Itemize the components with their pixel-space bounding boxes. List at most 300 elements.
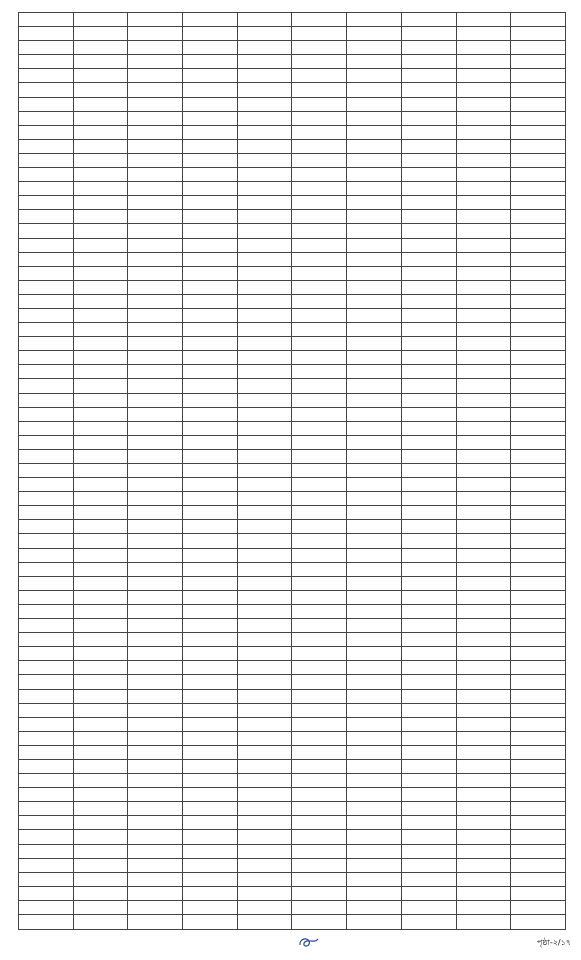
table-cell [237,365,292,379]
table-cell [73,492,128,506]
table-cell [292,492,347,506]
table-cell [128,308,183,322]
table-cell [19,111,74,125]
table-cell [511,125,566,139]
table-cell [73,872,128,886]
table-cell [73,731,128,745]
table-cell [237,379,292,393]
table-cell [347,55,402,69]
table-cell [19,55,74,69]
table-cell [401,731,456,745]
table-cell [511,633,566,647]
table-cell [401,379,456,393]
table-cell [456,83,511,97]
table-cell [292,464,347,478]
table-cell [456,788,511,802]
table-cell [128,717,183,731]
table-cell [73,407,128,421]
table-cell [511,27,566,41]
table-cell [183,196,238,210]
table-row [19,266,566,280]
table-cell [347,365,402,379]
data-table-container [18,12,566,930]
table-cell [401,774,456,788]
table-cell [401,55,456,69]
table-cell [19,69,74,83]
table-cell [183,619,238,633]
table-cell [237,55,292,69]
table-cell [128,13,183,27]
table-cell [401,125,456,139]
table-cell [183,421,238,435]
table-cell [128,633,183,647]
table-cell [456,492,511,506]
table-cell [19,590,74,604]
table-cell [19,506,74,520]
table-cell [73,717,128,731]
table-row [19,153,566,167]
table-cell [237,872,292,886]
table-row [19,294,566,308]
table-cell [401,844,456,858]
table-cell [456,41,511,55]
table-cell [456,393,511,407]
table-cell [73,449,128,463]
table-cell [401,27,456,41]
table-cell [511,886,566,900]
table-cell [183,830,238,844]
table-cell [292,83,347,97]
table-cell [73,294,128,308]
table-cell [73,69,128,83]
table-cell [73,365,128,379]
table-cell [511,858,566,872]
table-cell [73,816,128,830]
table-cell [128,562,183,576]
table-cell [456,858,511,872]
table-cell [401,365,456,379]
table-cell [19,802,74,816]
table-cell [401,830,456,844]
table-cell [401,111,456,125]
table-cell [456,294,511,308]
table-cell [73,435,128,449]
table-cell [183,562,238,576]
table-cell [347,886,402,900]
table-cell [347,858,402,872]
table-cell [128,393,183,407]
table-row [19,548,566,562]
table-cell [347,619,402,633]
table-cell [128,745,183,759]
table-cell [401,69,456,83]
table-cell [511,774,566,788]
table-cell [19,351,74,365]
table-cell [128,520,183,534]
table-cell [401,294,456,308]
table-cell [401,675,456,689]
table-cell [183,55,238,69]
table-cell [237,266,292,280]
table-cell [183,435,238,449]
table-cell [73,661,128,675]
table-row [19,323,566,337]
table-cell [456,717,511,731]
table-cell [347,548,402,562]
table-cell [347,435,402,449]
table-cell [183,308,238,322]
table-cell [292,280,347,294]
table-cell [456,464,511,478]
table-cell [292,675,347,689]
table-cell [292,139,347,153]
table-cell [456,168,511,182]
table-cell [237,13,292,27]
table-cell [19,97,74,111]
table-cell [237,745,292,759]
table-cell [19,689,74,703]
table-row [19,13,566,27]
table-cell [401,153,456,167]
table-cell [128,97,183,111]
table-cell [19,435,74,449]
table-cell [73,393,128,407]
table-cell [347,252,402,266]
table-cell [401,576,456,590]
table-cell [237,280,292,294]
table-cell [511,506,566,520]
table-cell [237,717,292,731]
table-cell [73,210,128,224]
table-cell [183,675,238,689]
table-cell [456,351,511,365]
table-cell [347,421,402,435]
table-cell [292,351,347,365]
table-row [19,464,566,478]
table-cell [292,393,347,407]
table-cell [128,407,183,421]
table-cell [73,675,128,689]
table-cell [73,745,128,759]
table-cell [73,125,128,139]
table-cell [347,717,402,731]
table-cell [237,633,292,647]
table-cell [401,647,456,661]
table-cell [456,478,511,492]
table-cell [128,506,183,520]
table-cell [511,224,566,238]
table-cell [128,111,183,125]
table-cell [128,55,183,69]
table-row [19,351,566,365]
table-cell [128,604,183,618]
table-cell [183,548,238,562]
table-cell [292,210,347,224]
table-cell [183,337,238,351]
table-cell [183,774,238,788]
table-cell [511,280,566,294]
table-cell [511,576,566,590]
table-cell [456,661,511,675]
table-cell [237,731,292,745]
table-cell [128,266,183,280]
table-cell [237,111,292,125]
table-cell [19,830,74,844]
table-cell [237,168,292,182]
table-cell [511,393,566,407]
table-cell [73,182,128,196]
table-cell [183,407,238,421]
table-cell [456,379,511,393]
table-cell [401,492,456,506]
table-row [19,731,566,745]
table-cell [292,435,347,449]
table-cell [292,407,347,421]
table-cell [511,492,566,506]
table-cell [19,365,74,379]
table-cell [292,69,347,83]
table-row [19,689,566,703]
table-cell [511,139,566,153]
table-cell [511,478,566,492]
table-cell [237,464,292,478]
table-cell [401,41,456,55]
table-cell [183,633,238,647]
table-cell [401,393,456,407]
table-cell [401,689,456,703]
table-cell [347,802,402,816]
table-cell [292,802,347,816]
table-cell [292,97,347,111]
table-cell [128,619,183,633]
table-cell [237,478,292,492]
table-cell [128,548,183,562]
table-cell [183,111,238,125]
table-row [19,576,566,590]
table-cell [511,464,566,478]
table-row [19,196,566,210]
table-cell [511,449,566,463]
table-cell [511,69,566,83]
table-cell [19,520,74,534]
table-cell [73,604,128,618]
table-cell [237,196,292,210]
table-cell [73,689,128,703]
table-cell [237,449,292,463]
table-cell [183,393,238,407]
table-cell [511,294,566,308]
table-cell [456,675,511,689]
table-cell [237,252,292,266]
table-cell [401,280,456,294]
table-cell [511,323,566,337]
table-cell [128,337,183,351]
table-cell [73,323,128,337]
table-cell [19,886,74,900]
table-cell [73,886,128,900]
table-cell [237,421,292,435]
table-cell [19,534,74,548]
table-cell [183,365,238,379]
table-cell [19,421,74,435]
table-cell [292,731,347,745]
table-cell [237,153,292,167]
table-cell [73,647,128,661]
table-cell [511,802,566,816]
table-cell [19,308,74,322]
table-row [19,97,566,111]
table-cell [128,168,183,182]
table-cell [401,520,456,534]
table-cell [511,379,566,393]
table-cell [19,238,74,252]
table-cell [401,238,456,252]
table-cell [237,661,292,675]
table-cell [73,196,128,210]
table-cell [73,97,128,111]
table-cell [19,407,74,421]
table-cell [401,464,456,478]
table-cell [456,266,511,280]
table-cell [292,858,347,872]
table-cell [347,915,402,930]
table-cell [73,576,128,590]
table-cell [292,703,347,717]
table-cell [347,210,402,224]
table-cell [73,858,128,872]
table-cell [19,745,74,759]
table-cell [347,872,402,886]
table-cell [19,633,74,647]
table-cell [237,182,292,196]
table-cell [128,759,183,773]
page-number: পৃষ্ঠা-২/১৭ [536,938,571,947]
table-cell [347,647,402,661]
table-cell [347,407,402,421]
table-cell [73,13,128,27]
table-cell [237,492,292,506]
table-row [19,816,566,830]
table-cell [19,604,74,618]
table-cell [511,619,566,633]
table-cell [183,224,238,238]
table-cell [73,534,128,548]
table-cell [237,435,292,449]
table-cell [19,816,74,830]
table-cell [292,224,347,238]
table-cell [73,111,128,125]
table-cell [183,252,238,266]
table-cell [401,210,456,224]
table-cell [292,619,347,633]
table-cell [456,816,511,830]
table-cell [401,745,456,759]
table-cell [292,266,347,280]
table-cell [73,464,128,478]
table-cell [237,337,292,351]
table-cell [183,478,238,492]
table-row [19,168,566,182]
table-cell [19,323,74,337]
table-cell [347,182,402,196]
table-cell [128,69,183,83]
table-cell [237,788,292,802]
table-cell [347,27,402,41]
table-cell [401,872,456,886]
table-cell [347,41,402,55]
table-cell [237,97,292,111]
table-cell [511,689,566,703]
table-cell [456,576,511,590]
table-cell [456,759,511,773]
table-cell [511,816,566,830]
table-cell [456,689,511,703]
table-cell [401,337,456,351]
table-cell [292,478,347,492]
table-cell [347,633,402,647]
table-cell [456,323,511,337]
table-cell [292,900,347,914]
table-cell [73,774,128,788]
table-cell [401,886,456,900]
table-cell [401,323,456,337]
table-cell [128,449,183,463]
table-cell [511,844,566,858]
table-cell [183,210,238,224]
table-cell [237,83,292,97]
table-cell [237,294,292,308]
table-cell [183,745,238,759]
table-cell [347,379,402,393]
table-cell [347,351,402,365]
table-cell [456,182,511,196]
table-cell [347,168,402,182]
table-cell [19,196,74,210]
table-cell [19,759,74,773]
table-cell [183,97,238,111]
table-cell [511,788,566,802]
table-cell [401,562,456,576]
table-cell [73,915,128,930]
table-cell [237,407,292,421]
table-cell [73,337,128,351]
table-cell [401,506,456,520]
table-cell [292,55,347,69]
table-cell [292,774,347,788]
table-cell [128,830,183,844]
table-cell [19,125,74,139]
table-cell [73,41,128,55]
table-row [19,407,566,421]
table-cell [292,421,347,435]
table-row [19,492,566,506]
table-cell [128,351,183,365]
table-cell [19,83,74,97]
table-cell [456,619,511,633]
table-cell [128,802,183,816]
table-cell [237,224,292,238]
table-cell [456,703,511,717]
table-row [19,604,566,618]
table-cell [128,915,183,930]
table-cell [183,886,238,900]
table-cell [19,844,74,858]
table-cell [19,731,74,745]
table-cell [183,139,238,153]
table-cell [401,351,456,365]
table-cell [511,703,566,717]
table-cell [347,280,402,294]
